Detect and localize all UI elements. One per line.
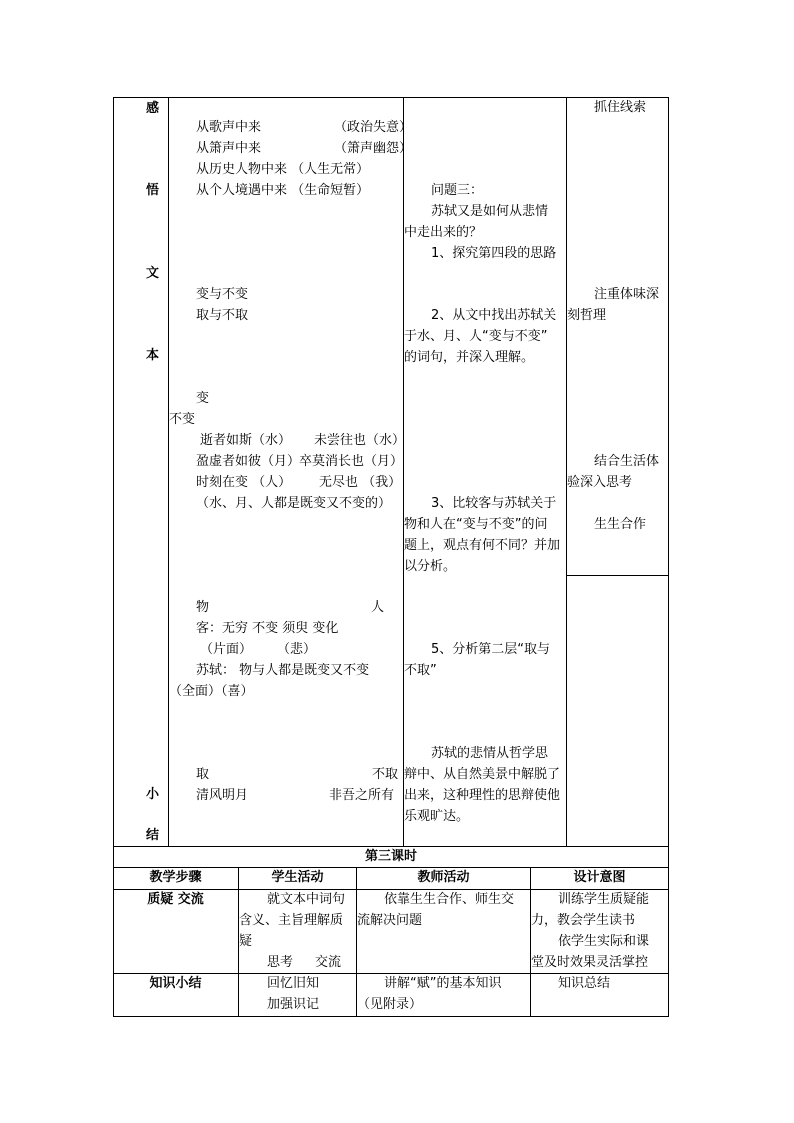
text-line: 问题三： (431, 183, 484, 198)
text-line: （水、月、人都是既变又不变的） (196, 496, 392, 511)
text-line: 出来，这种理性的思辩使他 (404, 788, 561, 803)
label-char: 感 (146, 101, 160, 116)
lesson-title: 第三课时 (364, 849, 417, 864)
text-line: 1、探究第四段的思路 (431, 246, 557, 261)
row1-teacher-line: 流解决问题 (357, 913, 423, 928)
text-line: 人 (371, 600, 385, 615)
row1-student-line: 含义、主旨理解质 (239, 913, 344, 928)
text-line: 取 (196, 767, 210, 782)
text-line: 取与不取 (196, 308, 249, 323)
text-line: 变 (196, 391, 210, 406)
teacher-column (404, 97, 566, 846)
text-line: 乐观旷达。 (404, 809, 470, 824)
text-line: 物 (196, 600, 210, 615)
text-line: 注重体味深 (594, 287, 660, 302)
row1-step: 质疑 交流 (147, 892, 204, 907)
text-line: 苏轼： 物与人都是既变又不变 (196, 663, 370, 678)
table-bottom-border (113, 1016, 669, 1017)
text-line: 以分析。 (404, 559, 457, 574)
text-line: 不取” (404, 663, 437, 678)
text-line: 于水、月、人“变与不变” (404, 329, 548, 344)
text-line: 不变 (169, 412, 196, 427)
row1-student-line: 就文本中词句 (267, 892, 346, 907)
text-line: 清风明月 (196, 788, 249, 803)
text-line: 3、比较客与苏轼关于 (431, 496, 557, 511)
lower-col-divider-3 (530, 867, 531, 1017)
text-line: 辩中、从自然美景中解脱了 (404, 767, 561, 782)
text-line: 题上，观点有何不同？并加 (404, 538, 561, 553)
text-line: 从个人境遇中来 （生命短暂） (196, 183, 370, 198)
text-line: 苏轼的悲情从哲学思 (431, 746, 549, 761)
text-line: （政治失意） (334, 120, 413, 135)
text-line: 验深入思考 (567, 475, 633, 490)
table-left-border (113, 97, 114, 846)
text-line: （箫声幽怨） (334, 141, 413, 156)
row1-intent-line: 训练学生质疑能 (558, 892, 650, 907)
text-line: （片面） (200, 642, 253, 657)
header-step: 教学步骤 (149, 870, 202, 885)
text-line: 刻哲理 (567, 308, 607, 323)
row2-teacher-line: 讲解“赋”的基本知识 (384, 976, 502, 991)
text-line: 生生合作 (594, 517, 647, 532)
text-line: 时刻在变 （人） (196, 475, 292, 490)
text-line: 物和人在“变与不变”的问 (404, 517, 548, 532)
text-line: 盈虚者如彼（月） (196, 454, 301, 469)
label-char: 本 (146, 348, 160, 363)
row1-student-line: 疑 (239, 934, 253, 949)
row2-step: 知识小结 (149, 976, 202, 991)
label-char: 悟 (146, 183, 160, 198)
header-teacher: 教师活动 (417, 870, 470, 885)
label-char: 文 (146, 266, 160, 281)
row1-student-line: 思考 (267, 955, 294, 970)
label-char: 结 (146, 828, 160, 843)
row2-teacher-line: （见附录） (357, 997, 423, 1012)
text-line: 结合生活体 (594, 454, 660, 469)
text-line: 从历史人物中来 （人生无常） (196, 162, 370, 177)
row1-teacher-line: 依靠生生合作、师生交 (384, 892, 515, 907)
row2-student-line: 回忆旧知 (267, 976, 320, 991)
text-line: 从箫声中来 (196, 141, 262, 156)
header-intent: 设计意图 (573, 870, 626, 885)
text-line: 未尝往也（水） (314, 433, 406, 448)
intent-column (567, 97, 668, 575)
text-line: 不取 (372, 767, 399, 782)
text-line: 的词句，并深入理解。 (404, 350, 535, 365)
table-right-border (668, 97, 669, 1017)
label-char: 小 (146, 787, 160, 802)
row1-student-line: 交流 (315, 955, 342, 970)
header-student: 学生活动 (271, 870, 324, 885)
text-line: 从歌声中来 (196, 120, 262, 135)
row2-intent-line: 知识总结 (558, 976, 611, 991)
text-line: 卒莫消长也（月） (299, 454, 404, 469)
text-line: 苏轼又是如何从悲情 (431, 204, 549, 219)
text-line: 变与不变 (196, 287, 249, 302)
text-line: 5、分析第二层“取与 (431, 642, 551, 657)
text-line: 逝者如斯（水） (200, 433, 292, 448)
row2-student-line: 加强识记 (267, 997, 320, 1012)
row1-intent-line: 力，教会学生读书 (531, 913, 636, 928)
text-line: 中走出来的？ (404, 225, 483, 240)
text-line: 非吾之所有 (329, 788, 395, 803)
content-column (169, 97, 413, 846)
text-line: 无尽也 （我） (319, 475, 402, 490)
row1-intent-line: 堂及时效果灵活掌控 (531, 955, 649, 970)
text-line: （悲） (277, 642, 317, 657)
text-line: （全面）（喜） (169, 684, 254, 699)
row1-intent-line: 依学生实际和课 (558, 934, 650, 949)
text-line: 客：无穷 不变 须臾 变化 (196, 621, 339, 636)
text-line: 抓住线索 (594, 100, 647, 115)
text-line: 2、从文中找出苏轼关 (431, 308, 557, 323)
intent-cell-divider (566, 575, 669, 576)
